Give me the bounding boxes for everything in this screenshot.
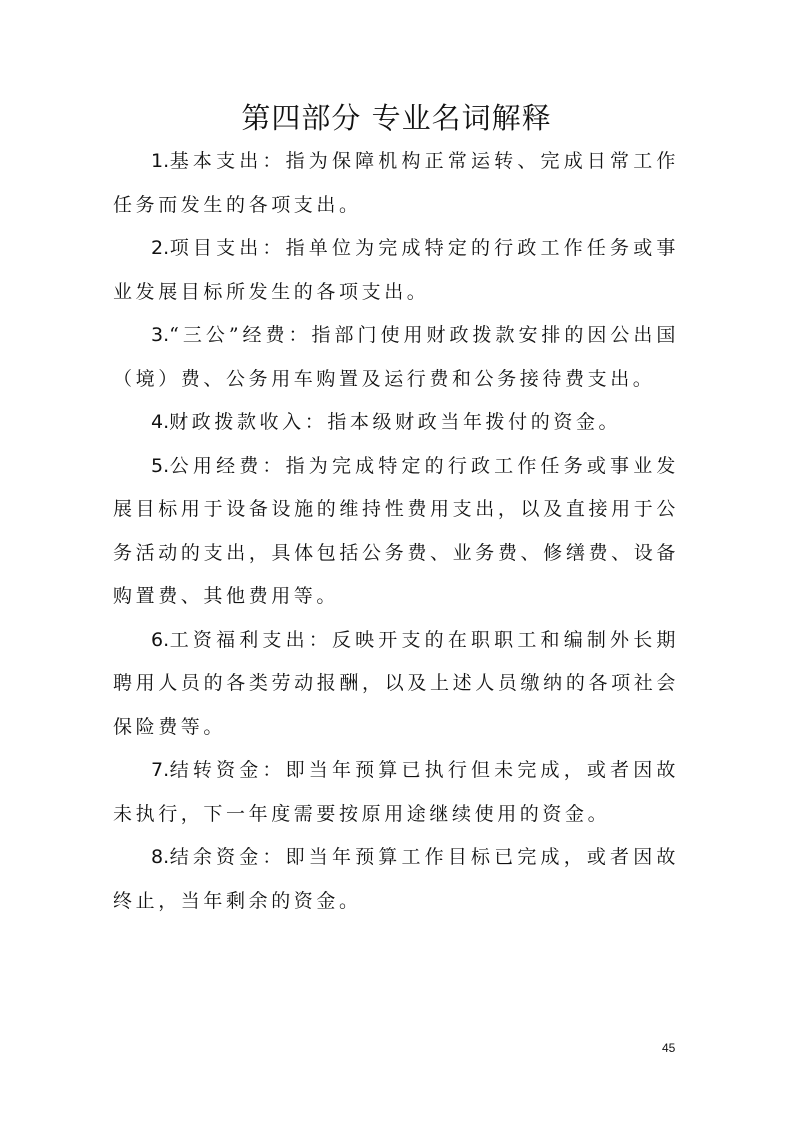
item-number: 5. — [151, 454, 170, 477]
definition-term: “三公”经费： — [169, 324, 312, 346]
item-number: 4. — [151, 411, 170, 433]
definition-text: 指本级财政当年拨付的资金。 — [327, 411, 622, 433]
definition-term: 结转资金： — [169, 759, 286, 781]
definition-text: 即当年预算已执行但未完成，或者因故未执行，下一年度需要按原用途继续使用的资金。 — [113, 759, 679, 825]
definition-text: 指单位为完成特定的行政工作任务或事业发展目标所发生的各项支出。 — [113, 237, 679, 303]
definition-paragraph — [113, 227, 679, 314]
definition-paragraph — [113, 749, 679, 836]
definition-text: 指为保障机构正常运转、完成日常工作任务而发生的各项支出。 — [113, 150, 679, 216]
page-number: 45 — [662, 1041, 676, 1055]
definition-text: 指部门使用财政拨款安排的因公出国（境）费、公务用车购置及运行费和公务接待费支出。 — [113, 324, 679, 390]
item-number: 7. — [151, 759, 170, 781]
item-number: 6. — [151, 628, 170, 651]
definition-paragraph — [113, 836, 679, 923]
definitions-list — [113, 140, 679, 923]
item-number: 3. — [151, 324, 170, 346]
definition-term: 结余资金： — [169, 846, 286, 868]
definition-paragraph — [113, 401, 679, 445]
definition-term: 项目支出： — [169, 237, 286, 259]
definition-term: 财政拨款收入： — [169, 411, 328, 433]
page-title: 第四部分 专业名词解释 — [241, 101, 552, 135]
item-number: 2. — [151, 237, 170, 259]
definition-paragraph — [113, 140, 679, 227]
definition-term: 工资福利支出： — [169, 628, 332, 651]
definition-term: 公用经费： — [169, 454, 286, 477]
definition-text: 反映开支的在职职工和编制外长期聘用人员的各类劳动报酬，以及上述人员缴纳的各项社会保险费等。 — [113, 628, 679, 738]
definition-paragraph — [113, 619, 679, 750]
item-number: 1. — [151, 150, 170, 172]
definition-text: 指为完成特定的行政工作任务或事业发展目标用于设备设施的维持性费用支出，以及直接用于公务活动的支出，具体包括公务费、业务费、修缮费、设备购置费、其他费用等。 — [113, 454, 679, 607]
definition-paragraph — [113, 314, 679, 401]
definition-term: 基本支出： — [169, 150, 286, 172]
definition-paragraph — [113, 445, 679, 619]
definition-text: 即当年预算工作目标已完成，或者因故终止，当年剩余的资金。 — [113, 846, 679, 912]
item-number: 8. — [151, 846, 170, 868]
